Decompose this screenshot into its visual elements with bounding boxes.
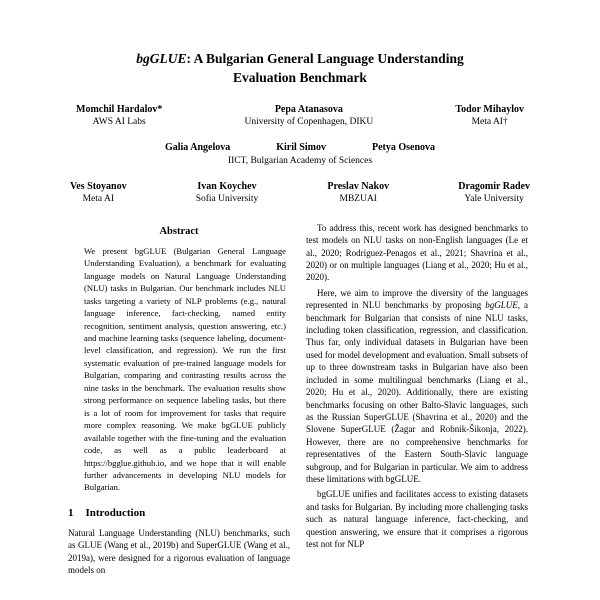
author-ves-stoyanov <box>70 180 127 205</box>
author-name: Ivan Koychev <box>197 181 257 193</box>
section-title: Introduction <box>85 506 146 519</box>
author-affiliation: MBZUAI <box>339 194 377 205</box>
author-affiliation: Meta AI† <box>471 116 508 127</box>
author-name: Pepa Atanasova <box>274 103 343 115</box>
authors-block <box>68 103 532 206</box>
author-name: Ves Stoyanov <box>70 181 127 193</box>
abstract-text-part2: , and we hope that it will enable further advancements in developing NLU models for Bulgarian. <box>84 457 286 493</box>
paper-title-emphasis: bgGLUE <box>136 51 187 66</box>
abstract-text <box>68 245 290 494</box>
author-affiliation: IICT, Bulgarian Academy of Sciences <box>227 156 373 167</box>
author-ivan-koychev <box>196 180 259 205</box>
author-names-line <box>68 141 532 154</box>
author-name: Dragomir Radev <box>458 181 530 193</box>
right-paragraph-2-part2: , a benchmark for Bulgarian that consists of nine NLU tasks, including token classification, regression, and classification. Thus far, only individual datasets in Bulgarian have been used for model development and evaluation. Small subsets of up to three downstream tasks in Bulgarian have also been included in some multilingual benchmarks (Liang et al., 2020; Hu et al., 2020). Additionally, there are existing benchmarks focusing on other Balto-Slavic languages, such as the Russian SuperGLUE (Shavrina et al., 2020) and the Slovene SuperGLUE (Žagar and Robnik-Šikonja, 2022). However, there are no comprehensive benchmarks for representatives of the Eastern South-Slavic language subgroup, and for Bulgarian in particular. We aim to address these limitations with bgGLUE. <box>306 300 528 484</box>
author-row-2 <box>68 141 532 167</box>
author-momchil-hardalov <box>76 103 162 128</box>
author-row-1 <box>68 103 532 128</box>
author-todor-mihaylov <box>455 103 524 128</box>
author-affiliation: Sofia University <box>195 194 259 205</box>
right-paragraph-3: bgGLUE unifies and facilitates access to existing datasets and tasks for Bulgarian. By including more challenging tasks such as natural language inference, fact-checking, and question answering, we ensure that it comprises a rigorous test not for NLP <box>306 489 528 549</box>
intro-paragraph-1: Natural Language Understanding (NLU) benchmarks, such as GLUE (Wang et al., 2019b) and SuperGLUE (Wang et al., 2019a), were designed for a rigorous evaluation of language models on <box>68 527 290 576</box>
author-name: Todor Mihaylov <box>455 103 524 115</box>
author-affiliation: Meta AI <box>82 194 114 205</box>
right-paragraph-1: To address this, recent work has designed benchmarks to test models on NLU tasks on non-English languages (Le et al., 2020; Rodriguez-Penagos et al., 2021; Shavrina et al., 2020) or on multiple languages (Liang et al., 2020; Hu et al., 2020). <box>306 222 528 283</box>
author-petya-osenova: Petya Osenova <box>371 142 436 154</box>
paper-title <box>121 50 479 88</box>
author-affiliation: Yale University <box>464 194 524 205</box>
author-affiliation: University of Copenhagen, DIKU <box>244 116 374 127</box>
right-paragraph-2-part1: Here, we aim to improve the diversity of the languages represented in NLU benchmarks by proposing <box>306 287 528 311</box>
right-column <box>306 222 528 554</box>
author-dragomir-radev <box>458 180 530 205</box>
author-name: Momchil Hardalov* <box>76 103 163 115</box>
author-galia-angelova: Galia Angelova <box>164 142 231 154</box>
section-number: 1 <box>68 506 74 519</box>
bgglue-emphasis: bgGLUE <box>485 300 518 311</box>
paper-title-rest: : A Bulgarian General Language Understanding Evaluation Benchmark <box>186 51 464 85</box>
abstract-heading: Abstract <box>159 225 199 237</box>
right-paragraph-2 <box>306 287 528 486</box>
left-column <box>68 222 290 580</box>
author-pepa-atanasova <box>244 103 373 128</box>
body-columns <box>68 222 532 580</box>
author-preslav-nakov <box>327 180 389 205</box>
author-affiliation: AWS AI Labs <box>92 116 146 127</box>
author-kiril-simov: Kiril Simov <box>276 142 326 154</box>
author-name: Preslav Nakov <box>327 181 390 193</box>
leaderboard-link[interactable]: https://bgglue.github.io <box>84 457 165 468</box>
section-1-heading <box>68 507 290 519</box>
abstract-text-part1: We present bgGLUE (Bulgarian General Language Understanding Evaluation), a benchmark for evaluating language models on Natural Language Understanding (NLU) tasks in Bulgarian. Our benchmark includes NLU tasks targeting a variety of NLP problems (e.g., natural language inference, fact-checking, named entity recognition, sentiment analysis, question answering, etc.) and machine learning tasks (sequence labeling, document-level classification, and regression). We run the first systematic evaluation of pre-trained language models for Bulgarian, comparing and contrasting results across the nine tasks in the benchmark. The evaluation results show strong performance on sequence labeling tasks, but there is a lot of room for improvement for tasks that require more complex reasoning. We make bgGLUE publicly available together with the fine-tuning and the evaluation code, as well as a public leaderboard at <box>84 245 286 456</box>
author-row-3 <box>68 180 532 205</box>
